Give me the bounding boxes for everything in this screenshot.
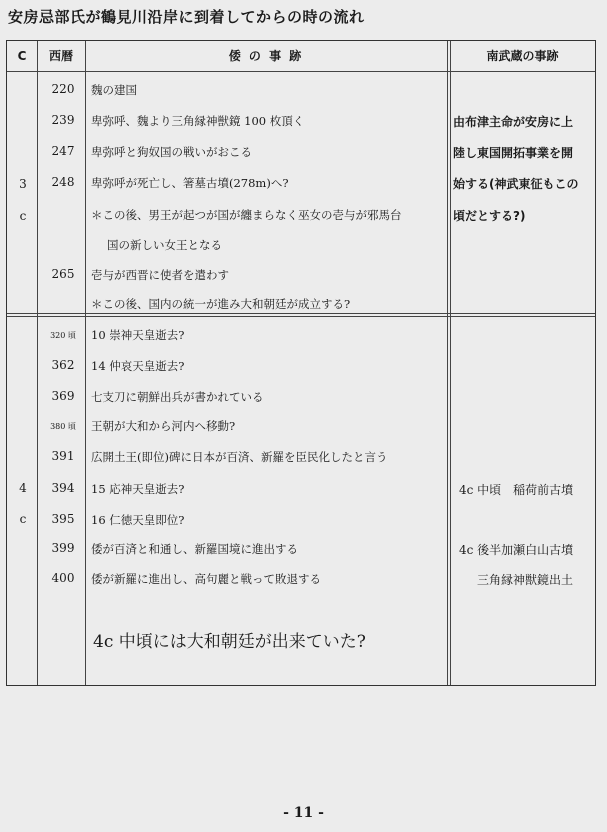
summary-statement: 4c 中頃には大和朝廷が出来ていた? (93, 632, 366, 652)
year-cell: 391 (51, 449, 75, 463)
event-cell: 倭が新羅に進出し、高句麗と戦って敗退する (91, 572, 321, 586)
year-cell: 239 (51, 113, 75, 127)
year-cell: 394 (51, 481, 75, 495)
event-cell: 10 崇神天皇逝去? (91, 328, 185, 342)
year-cell: 320 頃 (50, 331, 76, 340)
year-cell: 369 (51, 389, 75, 403)
year-cell: 248 (51, 175, 75, 189)
event-cell: 卑弥呼が死亡し、箸墓古墳(278m)へ? (91, 176, 289, 190)
nanbu-note: 由布津主命が安房に上 (453, 115, 574, 129)
event-cell: 壱与が西晋に使者を遣わす (91, 268, 229, 282)
nanbu-note: 陸し東国開拓事業を開 (453, 146, 574, 160)
event-cell: ＊この後、男王が起つが国が纏まらなく巫女の壱与が邪馬台 (91, 208, 402, 222)
year-cell: 362 (51, 358, 75, 372)
period-divider (7, 313, 595, 314)
event-cell: 卑弥呼と狗奴国の戦いがおこる (91, 145, 252, 159)
nanbu-note: 三角縁神獣鏡出土 (477, 573, 574, 587)
event-cell: 卑弥呼、魏より三角縁神獣鏡 100 枚頂く (91, 114, 305, 128)
header-events: 倭 の 事 跡 (228, 49, 304, 63)
century-3-c: c (19, 209, 27, 223)
year-cell: 265 (51, 267, 75, 281)
col-divider-events (447, 41, 448, 685)
nanbu-note: 4c 後半加瀬白山古墳 (459, 543, 574, 557)
header-year: 西暦 (48, 49, 73, 63)
year-cell: 380 頃 (50, 422, 76, 431)
event-cell: 14 仲哀天皇逝去? (91, 359, 185, 373)
col-divider-year (85, 41, 86, 685)
header-divider (7, 71, 595, 72)
header-c: C (17, 49, 27, 63)
year-cell: 395 (51, 512, 75, 526)
event-cell: 魏の建国 (91, 83, 137, 97)
event-cell: 広開土王(即位)碑に日本が百済、新羅を臣民化したと言う (91, 450, 388, 464)
page-title: 安房忌部氏が鶴見川沿岸に到着してからの時の流れ (8, 8, 365, 26)
event-cell: 15 応神天皇逝去? (91, 482, 185, 496)
century-4-num: 4 (19, 481, 27, 495)
century-3-num: 3 (19, 177, 27, 191)
event-cell: ＊この後、国内の統一が進み大和朝廷が成立する? (91, 297, 351, 311)
year-cell: 220 (51, 82, 75, 96)
period-divider-double (7, 316, 595, 317)
event-cell: 倭が百済と和通し、新羅国境に進出する (91, 542, 298, 556)
year-cell: 400 (51, 571, 75, 585)
nanbu-note: 頃だとする?) (453, 209, 526, 223)
col-divider-c (37, 41, 38, 685)
event-cell: 七支刀に朝鮮出兵が書かれている (91, 390, 264, 404)
event-cell: 王朝が大和から河内へ移動? (91, 419, 236, 433)
nanbu-note: 4c 中頃 稲荷前古墳 (459, 483, 574, 497)
event-cell: 国の新しい女王となる (107, 238, 222, 252)
col-divider-events-double (450, 41, 451, 685)
page-number: - 11 - (283, 805, 324, 821)
timeline-table (6, 40, 596, 686)
header-nanbu: 南武蔵の事跡 (486, 49, 559, 63)
nanbu-note: 始する(神武東征もこの (453, 177, 579, 191)
year-cell: 247 (51, 144, 75, 158)
event-cell: 16 仁徳天皇即位? (91, 513, 185, 527)
century-4-c: c (19, 512, 27, 526)
year-cell: 399 (51, 541, 75, 555)
